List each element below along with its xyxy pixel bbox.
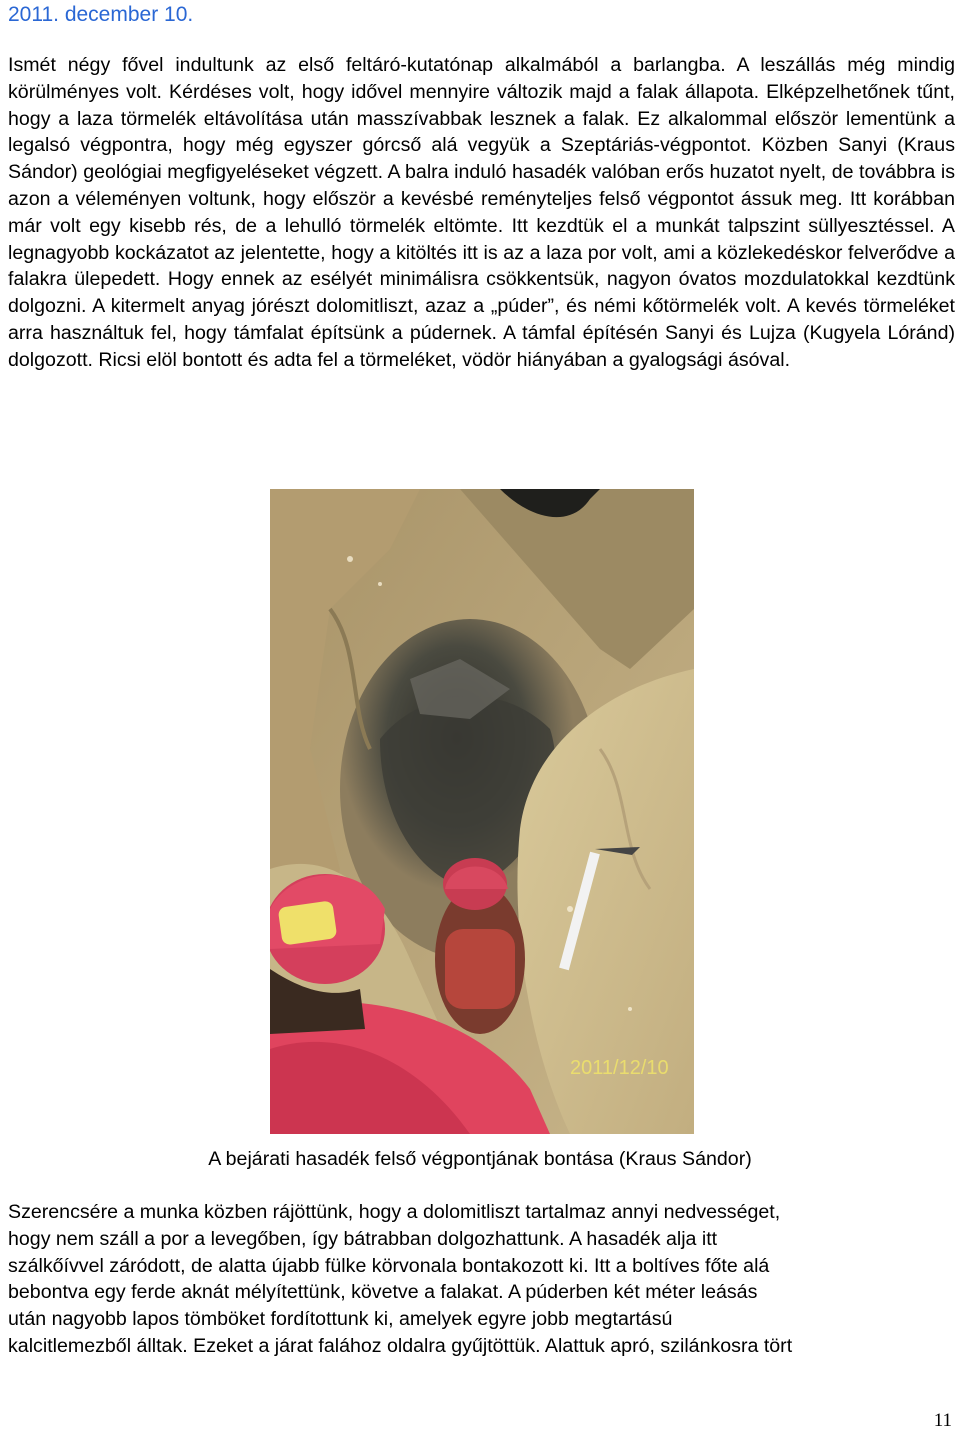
cave-photo: [270, 489, 694, 1134]
paragraph-line: Szerencsére a munka közben rájöttünk, hogy a dolomitliszt tartalmaz annyi nedvességet,: [8, 1201, 781, 1223]
date-heading: 2011. december 10.: [8, 3, 194, 26]
paragraph-line: kalcitlemezből álltak. Ezeket a járat falához oldalra gyűjtöttük. Alattuk apró, szilánkosra tört: [8, 1334, 793, 1357]
cave-photo-illustration: [270, 489, 694, 1134]
paragraph-line: szálkőívvel záródott, de alatta újabb fülke körvonala bontakozott ki. Itt a boltíves főte alá: [8, 1254, 770, 1277]
paragraph-line: után nagyobb lapos tömböket fordítottunk ki, amelyek egyre jobb megtartású: [8, 1308, 673, 1331]
photo-caption: A bejárati hasadék felső végpontjának bontása (Kraus Sándor): [208, 1148, 752, 1170]
photo-date-stamp: 2011/12/10: [570, 1057, 669, 1079]
paragraph-intro: Ismét négy fővel indultunk az első feltáró-kutatónap alkalmából a barlangba. A leszállás még mindig körülményes volt. Kérdéses volt, hogy idővel mennyire változik majd a falak állapota. Elképzelhetőnek tűnt, hogy a laza törmelék eltávolítása után masszívabbak lesznek a falak. Ez alkalommal először lementünk a legalsó végpontra, hogy még egyszer górcső alá vegyük a Szeptáriás-végpontot. Közben Sanyi (Kraus Sándor) geológiai megfigyeléseket végzett. A balra induló hasadék valóban erős huzatot nyelt, de továbbra is azon a véleményen voltunk, hogy először a kevésbé reményteljes felső végpontot ássuk meg. Itt korábban már volt egy kisebb rés, de a lehulló törmelék eltömte. Itt kezdtük el a munkát talpszint süllyesztéssel. A legnagyobb kockázatot az jelentette, hogy a kitöltés itt is az a laza por volt, ami a közlekedéskor felverődve a falakra ülepedett. Hogy ennek az esélyét minimálisra csökkentsük, nagyon óvatos mozdulatokkal kezdtünk dolgozni. A kitermelt anyag jórészt dolomitliszt, azaz a „púder”, és némi kőtörmelék volt. A kevés törmeléket arra használtuk fel, hogy támfalat építsünk a púdernek. A támfal építésén Sanyi és Lujza (Kugyela Lóránd) dolgozott. Ricsi elöl bontott és adta fel a törmeléket, vödör hiányában a gyalogsági ásóval.: [8, 54, 955, 371]
page-number: 11: [933, 1410, 952, 1431]
paragraph-continuation: [8, 1199, 955, 1360]
paragraph-line: hogy nem száll a por a levegőben, így bátrabban dolgozhattunk. A hasadék alja itt: [8, 1227, 718, 1250]
paragraph-line: bebontva egy ferde aknát mélyítettünk, követve a falakat. A púderben két méter leásás: [8, 1281, 758, 1304]
